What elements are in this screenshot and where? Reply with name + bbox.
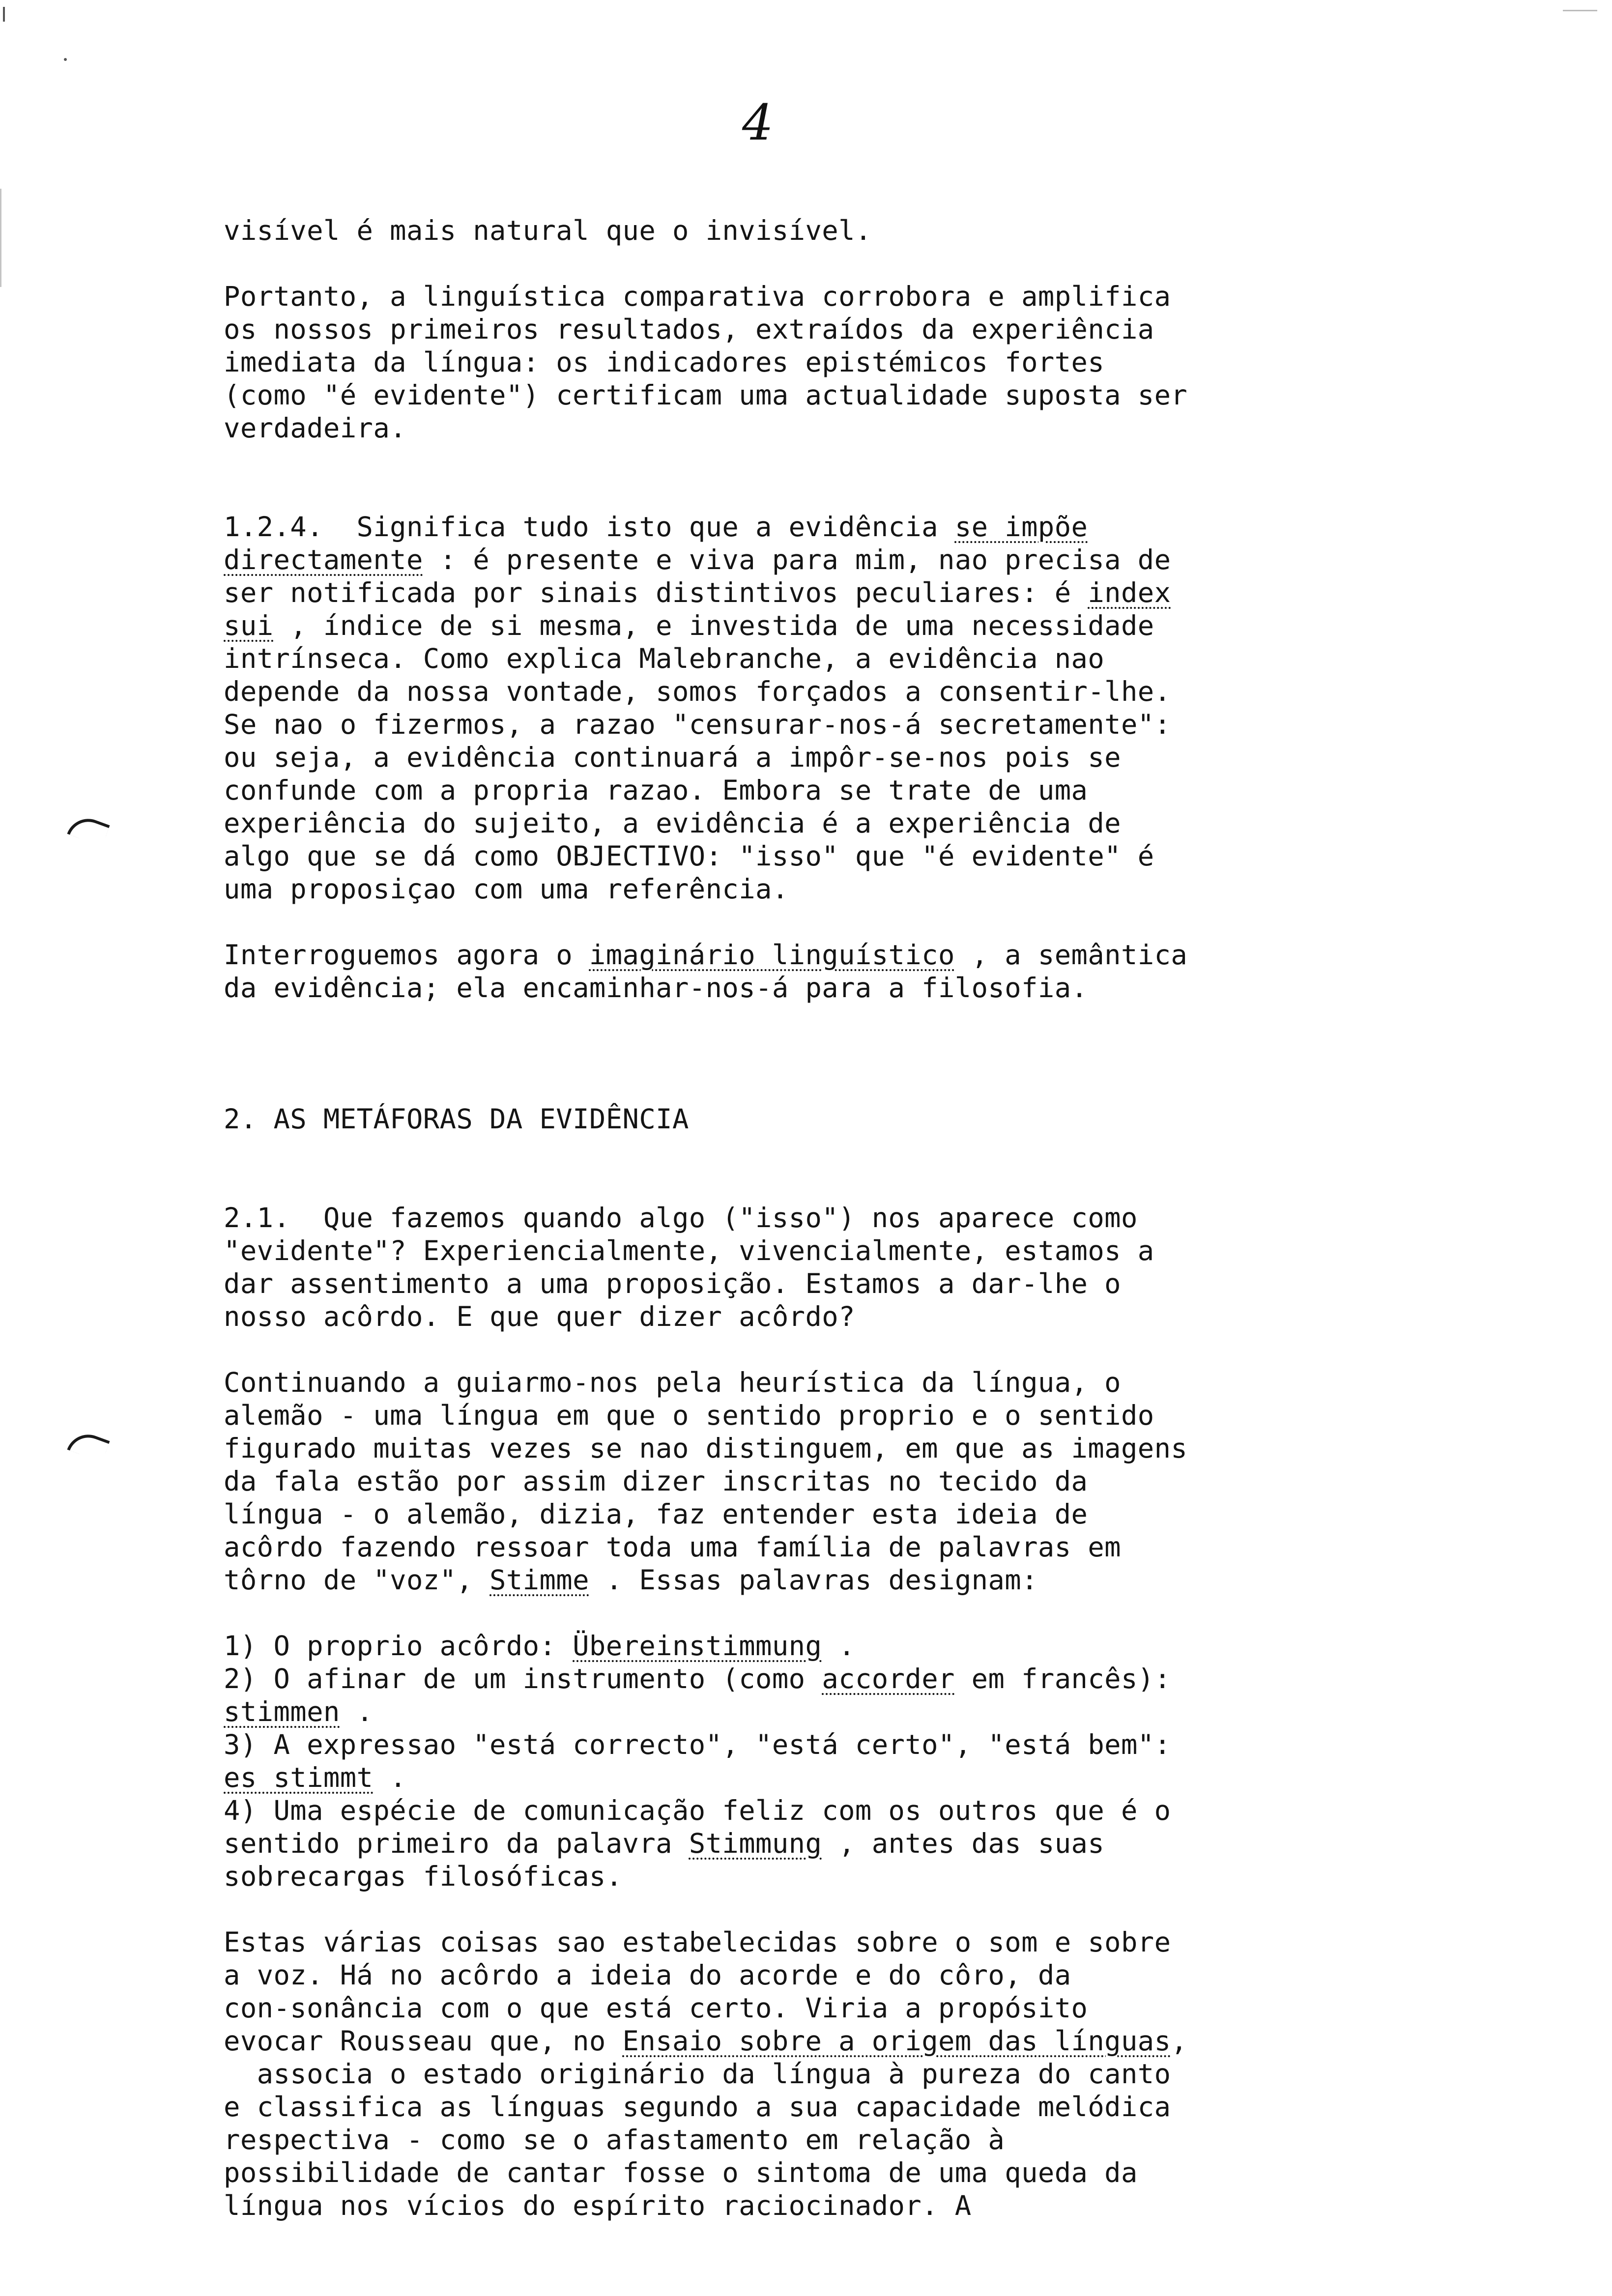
text-line: acôrdo fazendo ressoar toda uma família de palavras em (224, 1531, 1121, 1563)
text-line: intrínseca. Como explica Malebranche, a evidência nao (224, 643, 1105, 675)
text-line: associa o estado originário da língua à pureza do canto (224, 2058, 1171, 2090)
text-line (224, 576, 1423, 609)
text-line: da evidência; ela encaminhar-nos-á para a filosofia. (224, 972, 1088, 1004)
text-line: dar assentimento a uma proposição. Estamos a dar-lhe o (224, 1268, 1121, 1300)
text-segment: em francês): (954, 1663, 1171, 1695)
text-line: visível é mais natural que o invisível. (224, 215, 872, 247)
text-line: língua - o alemão, dizia, faz entender esta ideia de (224, 1498, 1088, 1530)
text-line: confunde com a propria razao. Embora se trate de uma (224, 775, 1088, 806)
text-segment: , índice de si mesma, e investida de uma necessidade (273, 610, 1154, 642)
text-line: experiência do sujeito, a evidência é a experiência de (224, 807, 1121, 839)
underlined-phrase: stimmen (224, 1696, 340, 1728)
text-line: uma proposiçao com uma referência. (224, 873, 789, 905)
underlined-phrase: Stimmung (689, 1828, 822, 1860)
scan-speck (1563, 10, 1597, 11)
underlined-phrase: es stimmt (224, 1762, 374, 1794)
text-segment: . (373, 1762, 406, 1794)
underlined-phrase: Stimme (489, 1564, 589, 1596)
page-number: 4 (742, 94, 774, 151)
text-segment: 2) O afinar de um instrumento (como (224, 1663, 822, 1695)
text-line: língua nos vícios do espírito raciocinador. A (224, 2190, 972, 2222)
text-line: verdadeira. (224, 412, 406, 444)
list-item: 3) A expressao "está correcto", "está certo", "está bem": (224, 1729, 1171, 1761)
margin-bracket-mark (67, 1428, 110, 1462)
margin-bracket-mark (67, 812, 110, 846)
text-segment: evocar Rousseau que, no (224, 2025, 623, 2057)
text-line: possibilidade de cantar fosse o sintoma de uma queda da (224, 2157, 1138, 2189)
text-line: os nossos primeiros resultados, extraídos da experiência (224, 314, 1154, 345)
list-item-continuation: sobrecargas filosóficas. (224, 1861, 623, 1893)
text-line: Estas várias coisas sao estabelecidas sobre o som e sobre (224, 1926, 1171, 1958)
text-line: con-sonância com o que está certo. Viria a propósito (224, 1992, 1088, 2024)
list-item (224, 1663, 1423, 1695)
text-segment: tôrno de "voz", (224, 1564, 490, 1596)
underlined-title: Ensaio sobre a origem das línguas (622, 2025, 1171, 2057)
text-line: respectiva - como se o afastamento em relação à (224, 2124, 1005, 2156)
list-item (224, 1630, 1423, 1663)
text-line: ou seja, a evidência continuará a impôr-se-nos pois se (224, 742, 1121, 774)
text-line: da fala estão por assim dizer inscritas no tecido da (224, 1465, 1088, 1497)
underlined-phrase: directamente (224, 544, 423, 576)
text-line: depende da nossa vontade, somos forçados a consentir-lhe. (224, 676, 1171, 708)
scan-speck (3, 7, 5, 22)
body-text (224, 214, 1423, 2222)
underlined-phrase: accorder (822, 1663, 955, 1695)
scan-edge-shadow (0, 189, 1, 287)
text-line: Se nao o fizermos, a razao "censurar-nos-á secretamente": (224, 709, 1171, 741)
text-segment: sentido primeiro da palavra (224, 1828, 689, 1860)
text-line: 2.1. Que fazemos quando algo ("isso") nos aparece como (224, 1202, 1138, 1234)
text-segment: , a semântica (954, 939, 1188, 971)
text-line (224, 511, 1423, 544)
text-line (224, 1564, 1423, 1597)
text-line: algo que se dá como OBJECTIVO: "isso" que "é evidente" é (224, 840, 1154, 872)
underlined-phrase: sui (224, 610, 274, 642)
text-segment: , antes das suas (822, 1828, 1105, 1860)
text-segment: ser notificada por sinais distintivos peculiares: é (224, 577, 1088, 609)
text-line (224, 609, 1423, 642)
text-line: (como "é evidente") certificam uma actualidade suposta ser (224, 379, 1188, 411)
list-item-continuation (224, 1695, 1423, 1728)
text-segment: . (822, 1630, 855, 1662)
text-line (224, 939, 1423, 972)
text-segment: 1.2.4. Significa tudo isto que a evidência (224, 511, 955, 543)
text-line: alemão - uma língua em que o sentido proprio e o sentido (224, 1400, 1154, 1432)
underlined-phrase: imaginário linguístico (589, 939, 955, 971)
text-line (224, 544, 1423, 576)
text-segment: 1) O proprio acôrdo: (224, 1630, 573, 1662)
underlined-phrase: index (1088, 577, 1171, 609)
text-segment: . (340, 1696, 374, 1728)
list-item-continuation (224, 1761, 1423, 1794)
text-segment: Interroguemos agora o (224, 939, 589, 971)
text-line: figurado muitas vezes se nao distinguem, em que as imagens (224, 1433, 1188, 1464)
text-line (224, 2025, 1423, 2058)
text-line: a voz. Há no acôrdo a ideia do acorde e do côro, da (224, 1959, 1071, 1991)
list-item-continuation (224, 1827, 1423, 1860)
list-item: 4) Uma espécie de comunicação feliz com os outros que é o (224, 1795, 1171, 1827)
text-line: "evidente"? Experiencialmente, vivencialmente, estamos a (224, 1235, 1154, 1267)
text-segment: , (1171, 2025, 1188, 2057)
section-heading: 2. AS METÁFORAS DA EVIDÊNCIA (224, 1103, 689, 1135)
text-line: e classifica as línguas segundo a sua capacidade melódica (224, 2091, 1171, 2123)
text-line: Continuando a guiarmo-nos pela heurística da língua, o (224, 1367, 1121, 1399)
text-line: Portanto, a linguística comparativa corrobora e amplifica (224, 281, 1171, 313)
text-line: imediata da língua: os indicadores epistémicos fortes (224, 346, 1105, 378)
text-segment: . Essas palavras designam: (589, 1564, 1038, 1596)
underlined-phrase: se impõe (954, 511, 1088, 543)
text-line: nosso acôrdo. E que quer dizer acôrdo? (224, 1301, 855, 1333)
underlined-phrase: Übereinstimmung (573, 1630, 822, 1662)
scan-speck (64, 58, 67, 61)
text-segment: : é presente e viva para mim, nao precisa de (423, 544, 1171, 576)
